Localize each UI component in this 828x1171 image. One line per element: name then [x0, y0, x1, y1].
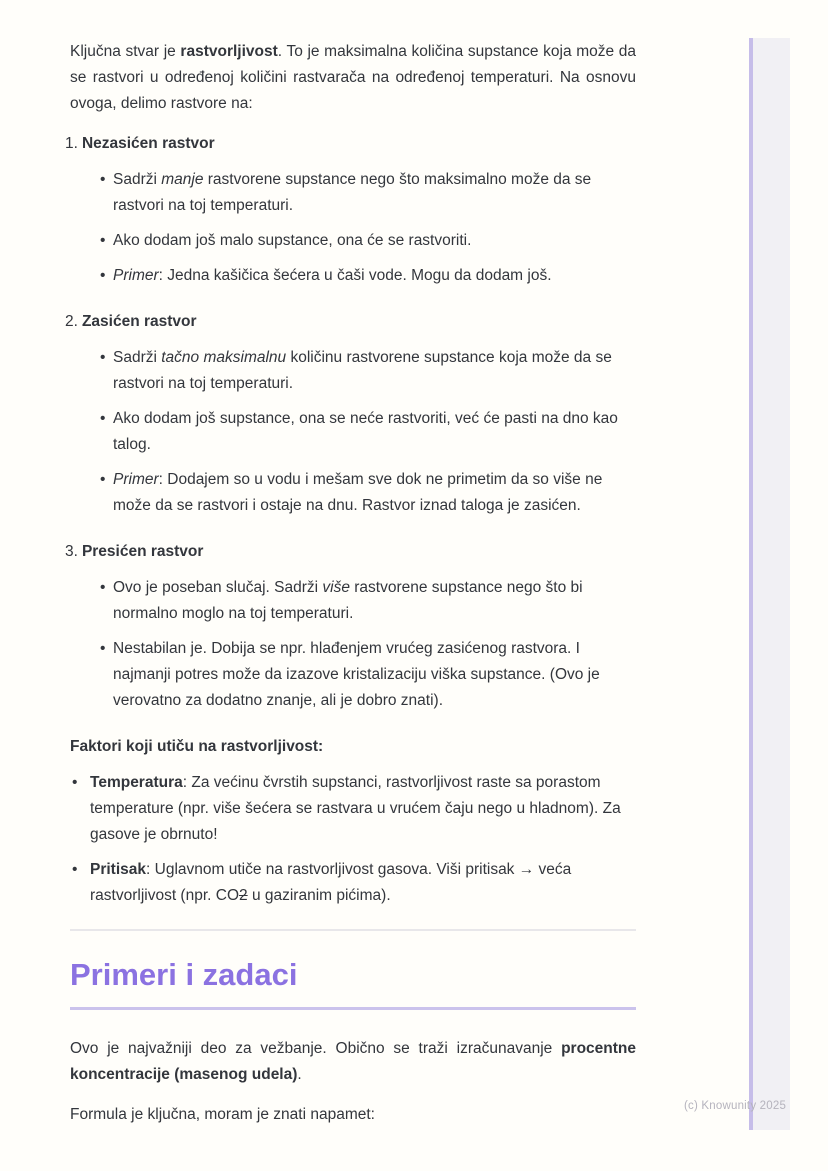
- factors-list: [72, 770, 636, 909]
- bullet-item: [100, 406, 636, 458]
- bullet-text: Ovo je poseban slučaj. Sadrži više rastvorene supstance nego što bi normalno moglo na toj temperaturi.: [113, 579, 583, 622]
- list-number: 1.: [65, 135, 78, 152]
- bullet-marker: •: [100, 410, 106, 427]
- bullet-text: Temperatura: Za većinu čvrstih supstanci, rastvorljivost raste sa porastom temperature (npr. više šećera se rastvara u vrućem čaju nego u hladnom). Za gasove je obrnuto!: [90, 774, 621, 843]
- bullet-marker: •: [72, 774, 78, 791]
- factors-heading: Faktori koji utiču na rastvorljivost:: [70, 738, 324, 755]
- solution-types-list: [65, 131, 636, 714]
- practice-paragraph: Ovo je najvažniji deo za vežbanje. Obično se traži izračunavanje procentne koncentracije (masenog udela).: [70, 1040, 636, 1083]
- list-item-presicen: [65, 539, 636, 714]
- bullet-item: [100, 636, 636, 714]
- section-heading: Primeri i zadaci: [70, 955, 636, 1010]
- list-item-title-row: [65, 131, 636, 157]
- bullet-text: Sadrži manje rastvorene supstance nego što maksimalno može da se rastvori na toj temperaturi.: [113, 171, 592, 214]
- bullet-list: [100, 345, 636, 519]
- bullet-item: [100, 228, 636, 254]
- bullet-item: [100, 345, 636, 397]
- bullet-marker: •: [100, 640, 106, 657]
- bullet-marker: •: [100, 267, 106, 284]
- watermark: (c) Knowunity 2025: [684, 1100, 787, 1112]
- bullet-item: [72, 857, 636, 909]
- bullet-text: Ako dodam još malo supstance, ona će se rastvoriti.: [113, 232, 472, 249]
- list-item-title: Zasićen rastvor: [81, 313, 197, 330]
- list-item-nezasicen: [65, 131, 636, 289]
- bullet-item: [72, 770, 636, 848]
- bullet-text: Pritisak: Uglavnom utiče na rastvorljivost gasova. Viši pritisak → veća rastvorljivost (npr. CO2 u gaziranim pićima).: [90, 861, 572, 904]
- bullet-text: Primer: Dodajem so u vodu i mešam sve dok ne primetim da so više ne može da se rastvori i ostaje na dnu. Rastvor iznad taloga je zasićen.: [113, 471, 603, 514]
- list-number: 3.: [65, 543, 78, 560]
- bullet-item: [100, 167, 636, 219]
- bullet-list: [100, 167, 636, 289]
- list-item-title-row: [65, 309, 636, 335]
- list-item-title: Presićen rastvor: [81, 543, 204, 560]
- bullet-marker: •: [100, 579, 106, 596]
- list-item-title-row: [65, 539, 636, 565]
- list-item-zasicen: [65, 309, 636, 519]
- bullet-list: [100, 575, 636, 714]
- bullet-item: [100, 467, 636, 519]
- bullet-item: [100, 263, 636, 289]
- intro-paragraph: Ključna stvar je rastvorljivost. To je maksimalna količina supstance koja može da se rastvori u određenoj količini rastvarača na određenoj temperaturi. Na osnovu ovoga, delimo rastvore na:: [70, 43, 636, 112]
- bullet-text: Primer: Jedna kašičica šećera u čaši vode. Mogu da dodam još.: [113, 267, 552, 284]
- bullet-marker: •: [100, 471, 106, 488]
- bullet-marker: •: [100, 232, 106, 249]
- bullet-marker: •: [72, 861, 78, 878]
- bullet-text: Ako dodam još supstance, ona se neće rastvoriti, već će pasti na dno kao talog.: [113, 410, 618, 453]
- document-content: [65, 39, 636, 1128]
- section-divider: [70, 929, 636, 931]
- bullet-marker: •: [100, 349, 106, 366]
- list-number: 2.: [65, 313, 78, 330]
- bullet-text: Sadrži tačno maksimalnu količinu rastvorene supstance koja može da se rastvori na toj temperaturi.: [113, 349, 612, 392]
- bullet-item: [100, 575, 636, 627]
- bullet-marker: •: [100, 171, 106, 188]
- page-edge-strip: [749, 38, 790, 1130]
- list-item-title: Nezasićen rastvor: [81, 135, 215, 152]
- bullet-text: Nestabilan je. Dobija se npr. hlađenjem vrućeg zasićenog rastvora. I najmanji potres može da izazove kristalizaciju viška supstance. (Ovo je verovatno za dodatno znanje, ali je dobro znati).: [113, 640, 600, 709]
- formula-paragraph: Formula je ključna, moram je znati napamet:: [70, 1106, 375, 1123]
